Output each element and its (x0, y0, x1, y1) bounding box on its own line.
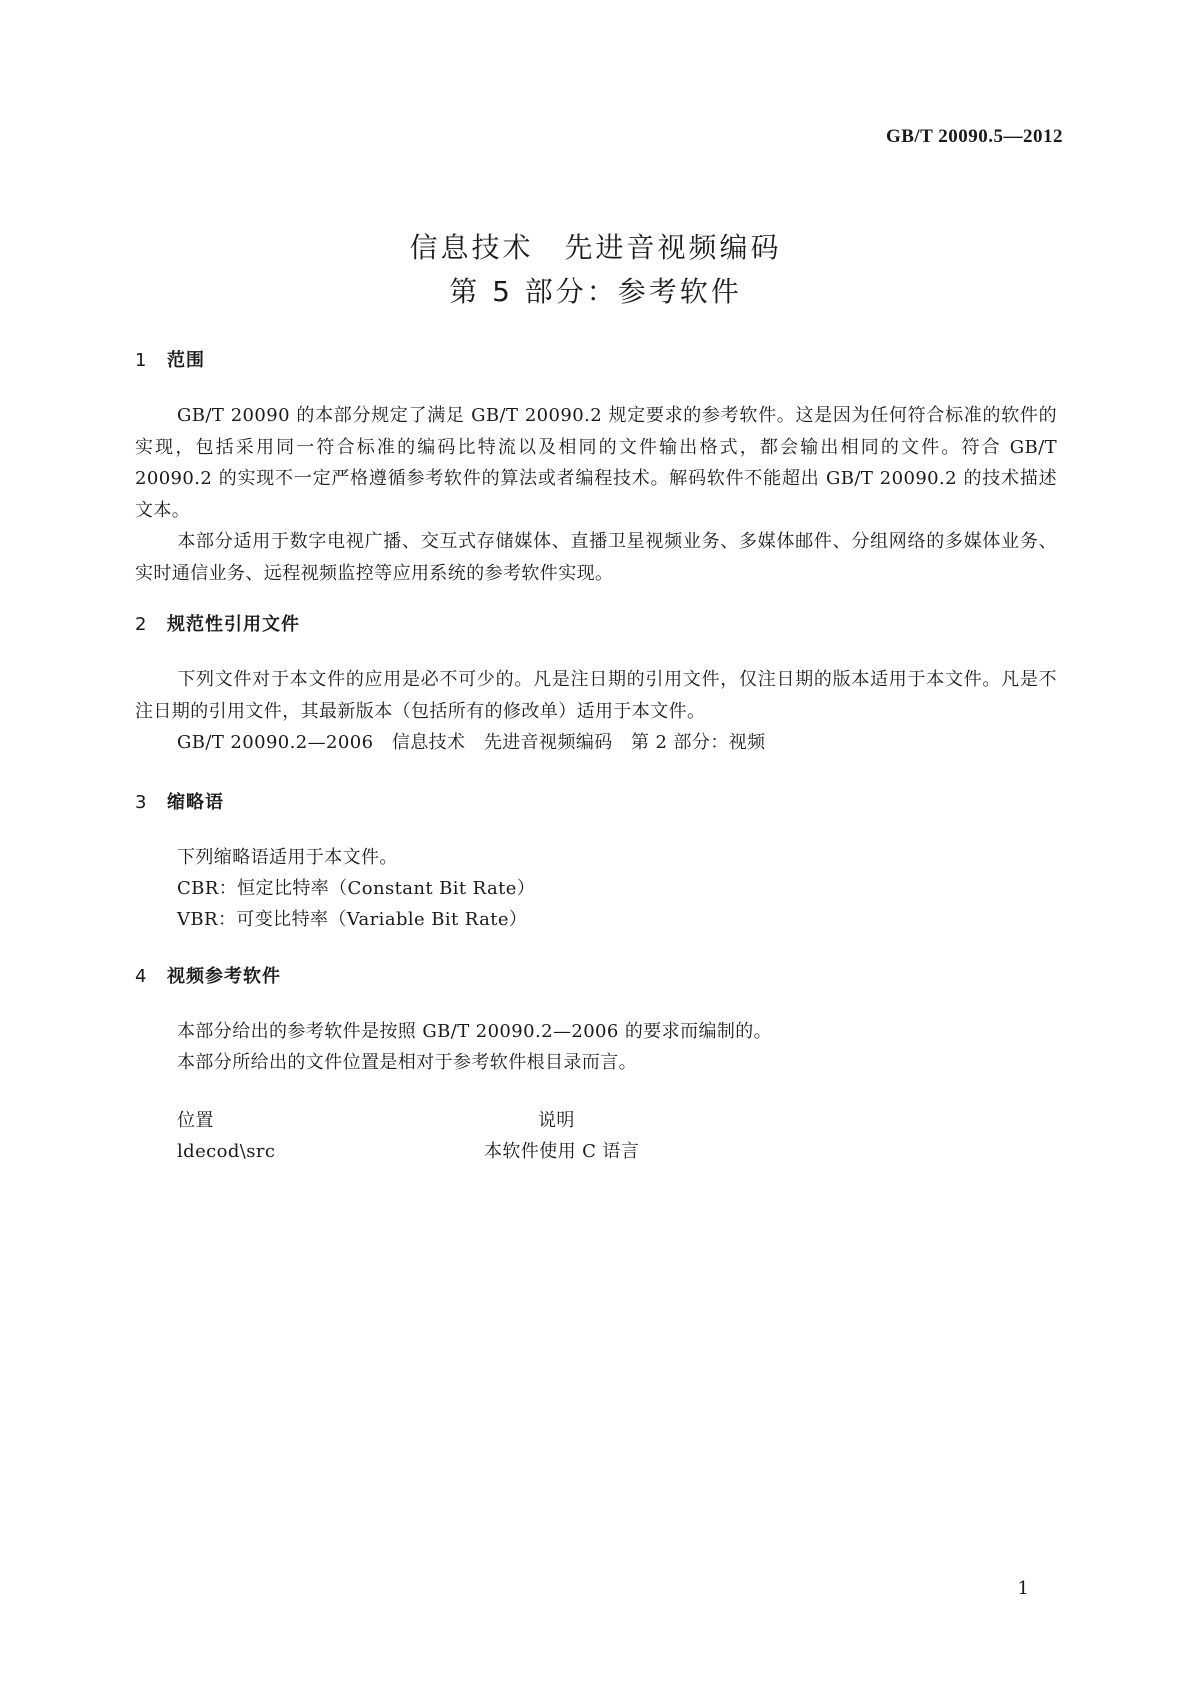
table-cell-location: ldecod\src (177, 1141, 276, 1162)
section-3-abbreviation-cbr: CBR：恒定比特率（Constant Bit Rate） (177, 878, 536, 899)
section-1-title: 范围 (167, 350, 205, 371)
section-3-number: 3 (135, 792, 148, 813)
section-2-heading (135, 610, 300, 636)
section-2-number: 2 (135, 614, 148, 635)
section-3-abbreviation-vbr: VBR：可变比特率（Variable Bit Rate） (177, 909, 528, 930)
section-1-paragraph-2-text: 本部分适用于数字电视广播、交互式存储媒体、直播卫星视频业务、多媒体邮件、分组网络的多媒体业务、实时通信业务、远程视频监控等应用系统的参考软件实现。 (135, 531, 1057, 584)
table-cell-description: 本软件使用 C 语言 (484, 1141, 640, 1162)
table-header-location: 位置 (177, 1110, 214, 1131)
table-header-description: 说明 (538, 1110, 575, 1131)
section-3-title: 缩略语 (167, 792, 224, 813)
section-2-paragraph-1-text: 下列文件对于本文件的应用是必不可少的。凡是注日期的引用文件，仅注日期的版本适用于本文件。凡是不注日期的引用文件，其最新版本（包括所有的修改单）适用于本文件。 (135, 669, 1057, 722)
section-1-paragraph-1-text: GB/T 20090 的本部分规定了满足 GB/T 20090.2 规定要求的参考软件。这是因为任何符合标准的软件的实现，包括采用同一符合标准的编码比特流以及相同的文件输出格式，都会输出相同的文件。符合 GB/T 20090.2 的实现不一定严格遵循参考软件的算法或者编程技术。解码软件不能超出 GB/T 20090.2 的技术描述文本。 (135, 405, 1057, 521)
section-1-paragraph-2 (135, 526, 1057, 589)
page-number: 1 (1017, 1578, 1029, 1599)
section-4-title: 视频参考软件 (167, 966, 281, 987)
section-4-paragraph-2: 本部分所给出的文件位置是相对于参考软件根目录而言。 (177, 1052, 637, 1073)
section-2-reference-1: GB/T 20090.2—2006 信息技术 先进音视频编码 第 2 部分：视频 (177, 732, 766, 753)
section-3-heading (135, 788, 224, 814)
section-4-paragraph-1: 本部分给出的参考软件是按照 GB/T 20090.2—2006 的要求而编制的。 (177, 1021, 773, 1042)
section-1-number: 1 (135, 350, 148, 371)
document-title-line1: 信息技术 先进音视频编码 (409, 231, 782, 264)
section-2-paragraph-1 (135, 664, 1057, 727)
document-title-line2: 第 5 部分：参考软件 (449, 275, 742, 308)
section-4-heading (135, 962, 281, 988)
section-1-paragraph-1 (135, 400, 1057, 526)
standard-code: GB/T 20090.5—2012 (885, 126, 1063, 147)
section-3-intro: 下列缩略语适用于本文件。 (177, 847, 398, 868)
section-2-title: 规范性引用文件 (167, 614, 300, 635)
section-1-heading (135, 346, 205, 372)
section-4-number: 4 (135, 966, 148, 987)
